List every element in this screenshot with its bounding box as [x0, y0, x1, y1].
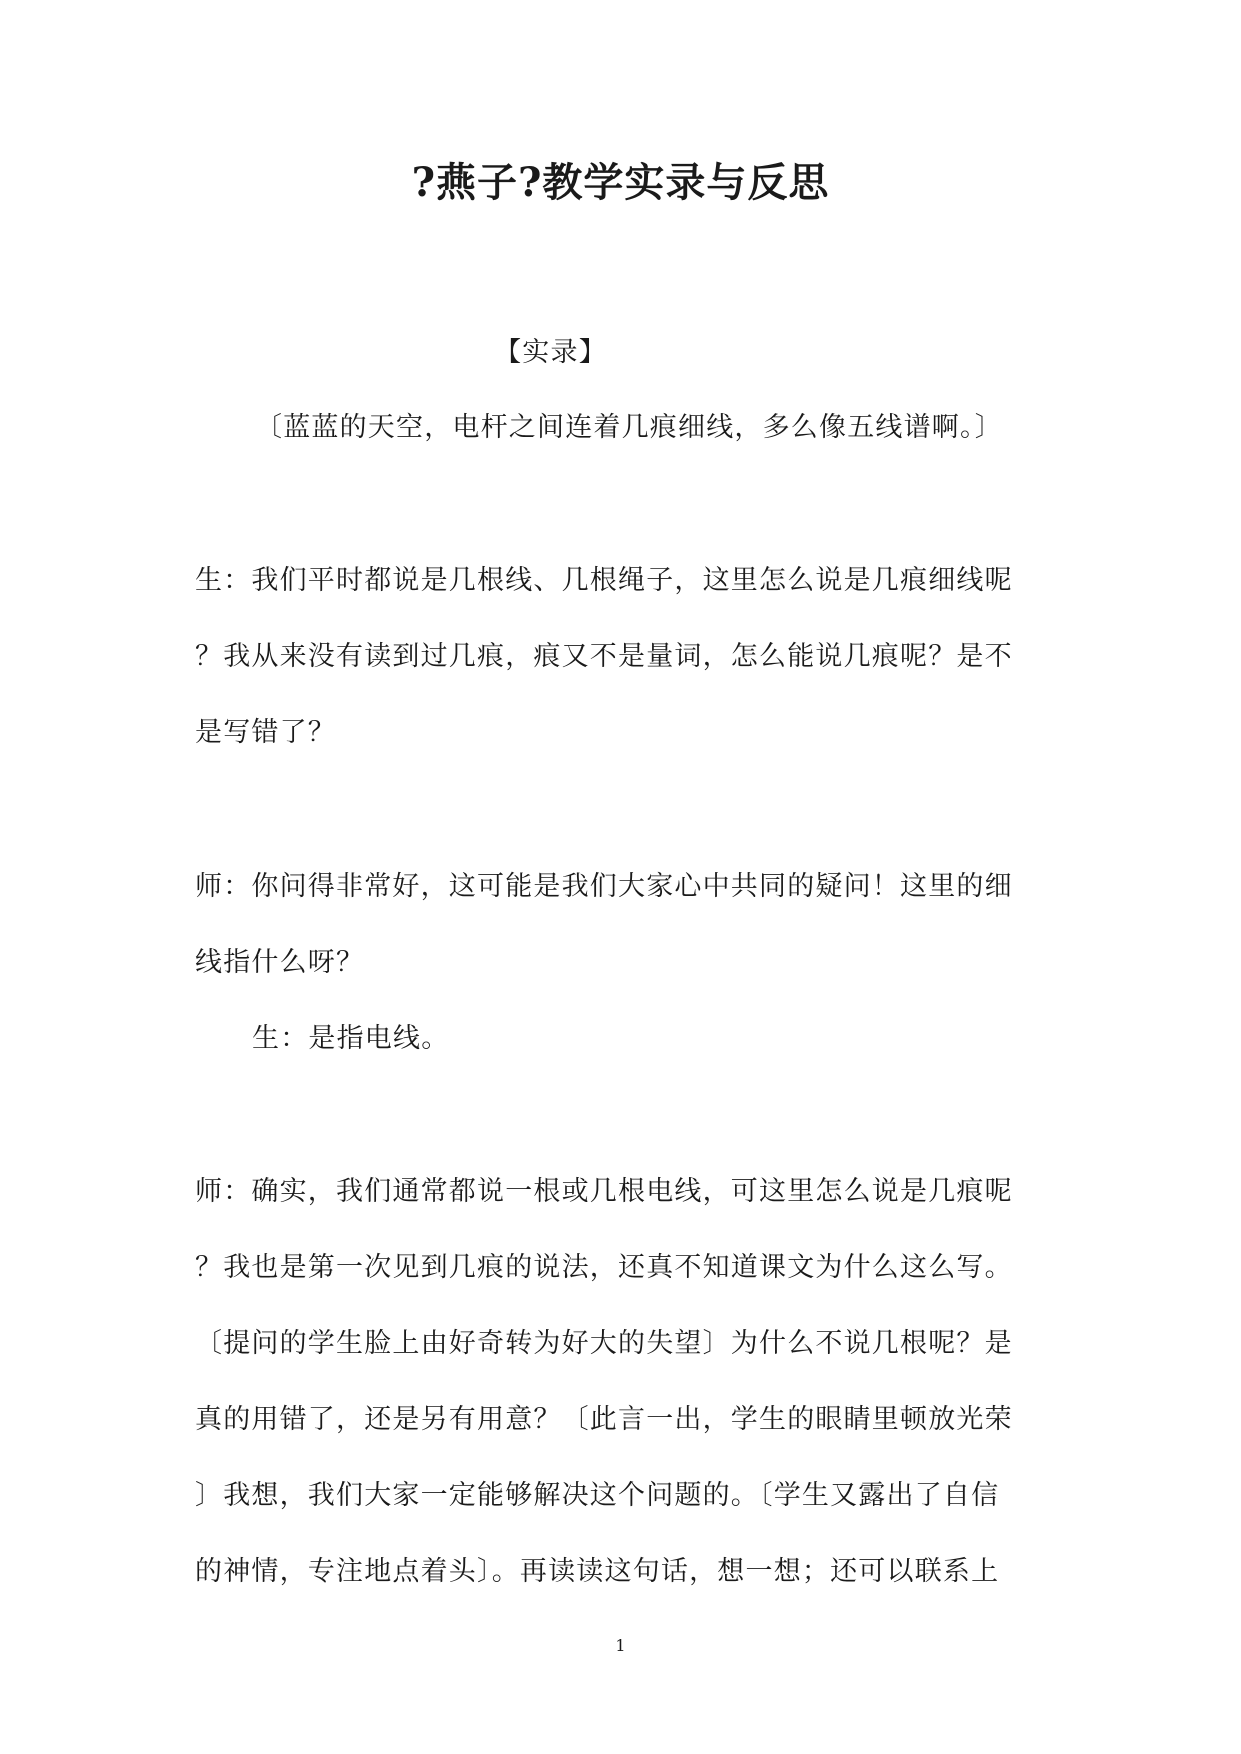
paragraph-line: ？我也是第一次见到几痕的说法，还真不知道课文为什么这么写。	[195, 1252, 1013, 1283]
paragraph-line: 〔蓝蓝的天空，电杆之间连着几痕细线，多么像五线谱啊。〕	[255, 412, 1003, 443]
paragraph-line: 是写错了？	[195, 717, 336, 748]
paragraph-line: ？我从来没有读到过几痕，痕又不是量词，怎么能说几痕呢？是不	[195, 641, 1013, 672]
paragraph-line: 线指什么呀？	[195, 947, 365, 978]
page-number: 1	[615, 1636, 626, 1655]
section-heading: 【实录】	[494, 337, 607, 368]
paragraph-line: 〔提问的学生脸上由好奇转为好大的失望〕为什么不说几根呢？是	[195, 1328, 1013, 1359]
paragraph-line: 的神情，专注地点着头〕。再读读这句话，想一想；还可以联系上	[195, 1556, 1000, 1587]
paragraph-line: 师：你问得非常好，这可能是我们大家心中共同的疑问！这里的细	[195, 871, 1013, 902]
paragraph-line: 〕我想，我们大家一定能够解决这个问题的。〔学生又露出了自信	[195, 1480, 1000, 1511]
paragraph-line: 生：是指电线。	[252, 1023, 450, 1054]
paragraph-line: 师：确实，我们通常都说一根或几根电线，可这里怎么说是几痕呢	[195, 1176, 1013, 1207]
document-title: ?燕子?教学实录与反思	[411, 159, 830, 206]
paragraph-line: 真的用错了，还是另有用意？〔此言一出，学生的眼睛里顿放光荣	[195, 1404, 1013, 1435]
paragraph-line: 生：我们平时都说是几根线、几根绳子，这里怎么说是几痕细线呢	[195, 565, 1013, 596]
